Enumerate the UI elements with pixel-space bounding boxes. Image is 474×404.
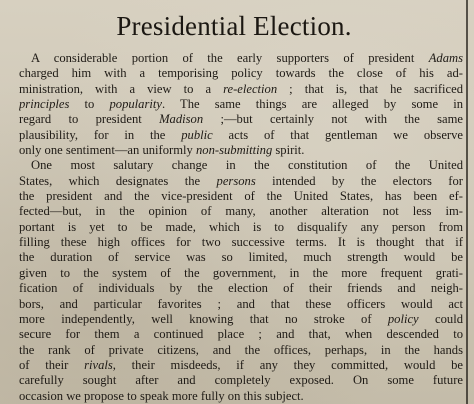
text-run: States, which designates the [19,173,217,188]
text-run: filling these high offices for two successive terms. It is thought that if [19,235,463,250]
text-run: spirit. [272,143,305,158]
text-run: intended by the electors for [255,173,463,188]
italic-text: persons [216,173,256,188]
article-line [19,343,463,358]
article-headline: Presidential Election. [116,11,352,41]
column-rule [466,0,468,404]
article-line [19,143,463,158]
italic-text: popularity [109,97,162,112]
article-line [19,204,463,219]
text-run: One most salutary change in the constitution of the United [31,158,463,173]
text-run: of their [19,357,85,372]
italic-text: policy [387,311,419,326]
article-line [19,82,463,97]
italic-text: Madison [159,112,204,127]
text-run: charged him with a temporising policy towards the close of his ad- [19,66,463,81]
italic-text: rivals [84,357,113,372]
article-body [19,51,463,404]
italic-text: Adams [428,51,463,65]
text-run: to [69,97,110,112]
text-run: secure for them a continued place ; and that, when descended to [19,327,463,342]
italic-text: non-submitting [195,143,273,158]
text-run: the duration of service was so limited, much strength would be [19,250,463,265]
article-line [19,112,463,127]
text-run: the rank of private citizens, and the offices, perhaps, in the hands [19,342,463,357]
text-run: carefully sought after and completely exposed. On some future [19,373,463,388]
article-line [19,327,463,342]
text-run: ;—but certainly not with the same [203,112,463,127]
text-run: ; that is, that he sacrificed [277,81,463,96]
text-run: A considerable portion of the early supporters of president [31,51,429,65]
text-run: occasion we propose to speak more fully on this subject. [19,388,304,403]
text-run: bors, and particular favorites ; and that these officers would act [19,296,463,311]
article-line [19,51,463,66]
text-run: the president and the vice-president of the United States, has been ef- [19,189,463,204]
article-line [19,297,463,312]
article-line [19,281,463,296]
text-run: could [418,311,463,326]
text-run: given to the system of the government, in the more frequent grati- [19,265,463,280]
text-run: ministration, with a view to a [19,81,224,96]
text-run: fication of individuals by the election of their friends and neigh- [19,281,463,296]
article-line [19,174,463,189]
article-line [19,128,463,143]
article-line [19,373,463,388]
article-line [19,266,463,281]
text-run: regard to president [19,112,160,127]
text-run: acts of that gentleman we observe [212,127,463,142]
text-run: . The same things are alleged by some in [161,97,463,112]
article-line [19,66,463,81]
article-line [19,189,463,204]
text-run: , their misdeeds, if any they committed, would be [112,357,463,372]
text-run: portant is yet to be made, which is to disqualify any person from [19,219,463,234]
italic-text: public [181,127,213,142]
article-line [19,235,463,250]
article-line [19,250,463,265]
article-line [19,158,463,173]
article-line [19,389,463,404]
italic-text: principles [19,97,70,112]
italic-text: re-election [223,81,278,96]
article-line [19,97,463,112]
text-run: only one sentiment—an uniformly [19,143,196,158]
text-run: more independently, well knowing that no stroke of [19,311,388,326]
text-run: fected—but, in the opinion of many, another alteration not less im- [19,204,463,219]
article-line [19,220,463,235]
article-line [19,312,463,327]
article-line [19,358,463,373]
text-run: plausibility, for in the [19,127,182,142]
